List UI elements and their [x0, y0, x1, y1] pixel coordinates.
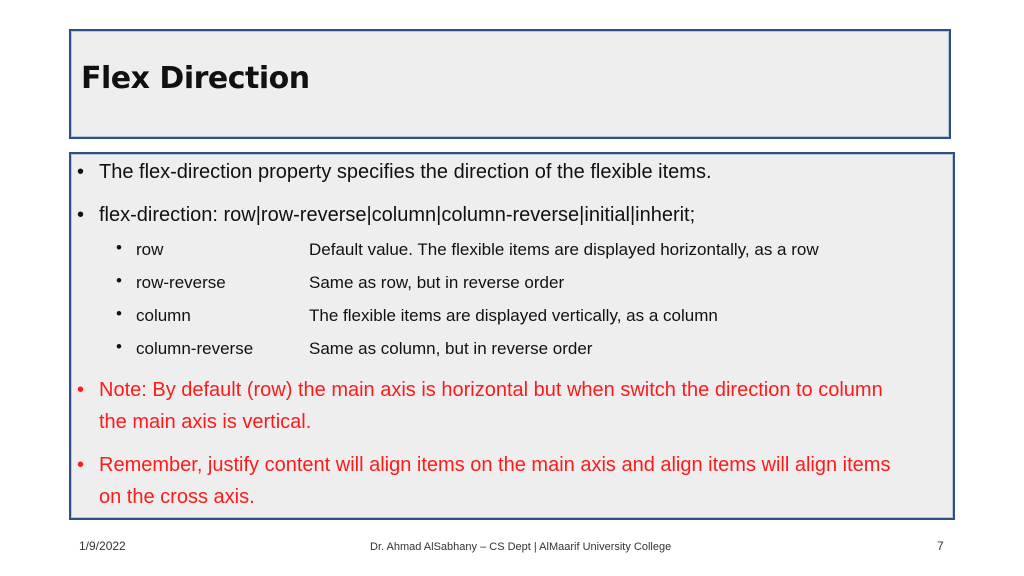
note-line: the main axis is vertical.: [99, 411, 312, 433]
bullet-icon: •: [116, 304, 122, 323]
footer-author: Dr. Ahmad AlSabhany – CS Dept | AlMaarif University College: [370, 541, 672, 553]
value-term: row-reverse: [136, 273, 226, 292]
value-term: column-reverse: [136, 339, 254, 358]
value-term: column: [136, 306, 191, 325]
bullet-icon: •: [77, 379, 85, 401]
value-term: row: [136, 240, 164, 259]
bullet-icon: •: [116, 337, 122, 356]
bullet-icon: •: [77, 161, 85, 183]
bullet-text: The flex-direction property specifies the direction of the flexible items.: [99, 161, 712, 183]
footer-date: 1/9/2022: [79, 539, 126, 553]
value-description: Same as row, but in reverse order: [309, 273, 565, 292]
bullet-icon: •: [77, 454, 85, 476]
title-panel: [69, 29, 951, 139]
bullet-icon: •: [77, 204, 85, 226]
note-line: Remember, justify content will align items on the main axis and align items will align items: [99, 454, 891, 476]
bullet-icon: •: [116, 238, 122, 257]
bullet-text: flex-direction: row|row-reverse|column|column-reverse|initial|inherit;: [99, 204, 696, 226]
value-description: Default value. The flexible items are displayed horizontally, as a row: [309, 240, 819, 259]
value-description: The flexible items are displayed vertically, as a column: [309, 306, 718, 325]
note-line: on the cross axis.: [99, 486, 255, 508]
note-line: Note: By default (row) the main axis is horizontal but when switch the direction to column: [99, 379, 883, 401]
bullet-icon: •: [116, 271, 122, 290]
value-description: Same as column, but in reverse order: [309, 339, 593, 358]
content-panel: [69, 152, 955, 520]
page-number: 7: [937, 539, 944, 553]
slide-title: Flex Direction: [81, 61, 310, 96]
